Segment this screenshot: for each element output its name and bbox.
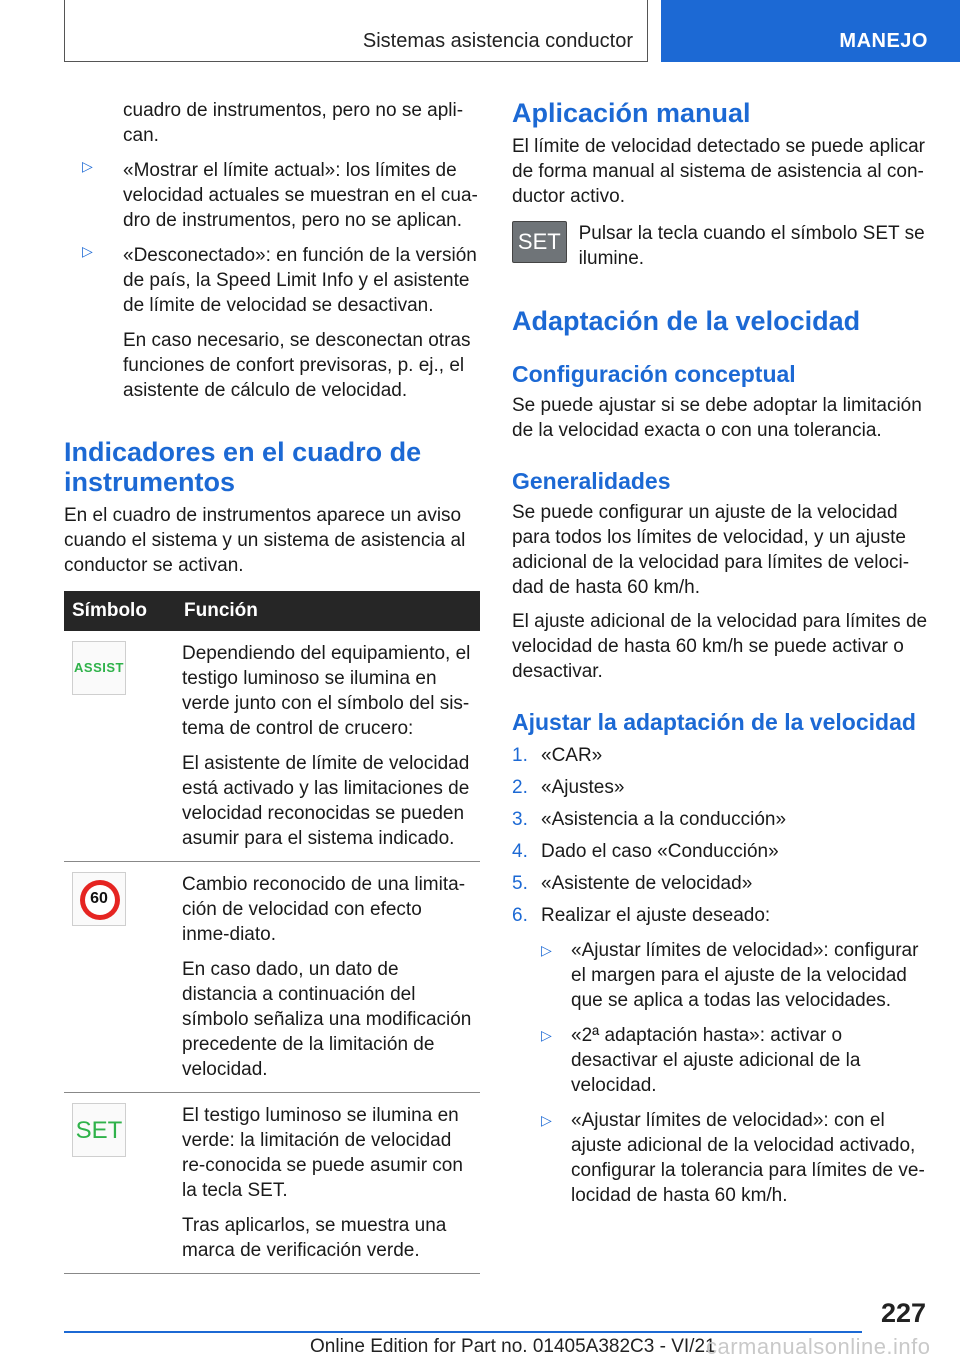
list-item xyxy=(512,903,932,928)
step-text: «Asistencia a la conducción» xyxy=(541,809,787,830)
sub-bullet-text: «Ajustar límites de velocidad»: con el ajuste adicional de la velocidad activado, configurar la tolerancia para límites de ve-locidad de hasta 60 km/h. xyxy=(571,1110,925,1206)
heading-indicadores: Indicadores en el cuadro de instrumentos xyxy=(64,437,422,497)
triangle-bullet-icon: ▷ xyxy=(82,158,93,174)
list-item xyxy=(512,871,932,896)
continued-text: cuadro de instrumentos, pero no se apli-can. xyxy=(123,100,464,146)
general-text: El ajuste adicional de la velocidad para límites de velocidad de hasta 60 km/h se puede activar o desactivar. xyxy=(512,611,928,682)
speed-limit-60-icon xyxy=(72,872,126,926)
assist-indicator-icon xyxy=(72,641,126,695)
step-number: 5. xyxy=(512,873,528,894)
step-number: 2. xyxy=(512,777,528,798)
footer-divider xyxy=(64,1331,862,1333)
assist-icon-label: ASSIST xyxy=(74,660,124,675)
row-text: Tras aplicarlos, se muestra una marca de verificación verde. xyxy=(182,1215,447,1261)
step-text: «CAR» xyxy=(541,745,603,766)
bullet-text: «Mostrar el límite actual»: los límites de velocidad actuales se muestran en el cua-dro de instrumentos, pero no se aplican. xyxy=(123,160,478,231)
chapter-title: MANEJO xyxy=(839,30,928,52)
step-text: Dado el caso «Conducción» xyxy=(541,841,779,862)
symbol-table xyxy=(64,591,480,1274)
list-item xyxy=(64,243,480,318)
list-item xyxy=(512,938,932,1013)
manual-text: El límite de velocidad detectado se puede aplicar de forma manual al sistema de asistencia al con-ductor activo. xyxy=(512,136,925,207)
list-item xyxy=(512,1108,932,1208)
list-item xyxy=(512,807,932,832)
left-column xyxy=(64,98,480,1274)
table-row xyxy=(64,631,480,862)
row-text: El testigo luminoso se ilumina en verde: la limitación de velocidad re-conocida se puede asumir con la tecla SET. xyxy=(182,1105,463,1201)
step-number: 3. xyxy=(512,809,528,830)
indicadores-text: En el cuadro de instrumentos aparece un aviso cuando el sistema y un sistema de asistencia al conductor se activan. xyxy=(64,505,466,576)
step-text: «Asistente de velocidad» xyxy=(541,873,753,894)
list-item xyxy=(512,839,932,864)
col-header-function: Función xyxy=(182,591,480,631)
triangle-bullet-icon: ▷ xyxy=(541,1027,552,1043)
triangle-bullet-icon: ▷ xyxy=(541,942,552,958)
watermark: carmanualsonline.info xyxy=(706,1334,931,1359)
step-number: 4. xyxy=(512,841,528,862)
heading-config: Configuración conceptual xyxy=(512,361,796,387)
header-chapter-tab xyxy=(661,0,960,62)
list-item xyxy=(512,743,932,768)
step-text: «Ajustes» xyxy=(541,777,625,798)
list-item xyxy=(64,158,480,233)
list-item xyxy=(512,1023,932,1098)
sub-bullet-text: «Ajustar límites de velocidad»: configurar el margen para el ajuste de la velocidad que se aplica a todas las velocidades. xyxy=(571,940,919,1011)
steps-list xyxy=(512,743,932,928)
list-item xyxy=(512,775,932,800)
header-section-box xyxy=(64,0,648,62)
heading-ajustar: Ajustar la adaptación de la velocidad xyxy=(512,709,916,735)
sub-bullet-text: «2ª adaptación hasta»: activar o desactivar el ajuste adicional de la velocidad. xyxy=(571,1025,861,1096)
set-indicator-icon xyxy=(72,1103,126,1157)
col-header-symbol: Símbolo xyxy=(64,591,182,631)
page-number: 227 xyxy=(880,1298,926,1328)
step-text: Realizar el ajuste deseado: xyxy=(541,905,771,926)
row-text: En caso dado, un dato de distancia a continuación del símbolo señaliza una modificación precedente de la limitación de velocidad. xyxy=(182,959,472,1080)
table-row xyxy=(64,1093,480,1274)
step-number: 1. xyxy=(512,745,528,766)
set-icon-label: SET xyxy=(75,1117,123,1144)
config-text: Se puede ajustar si se debe adoptar la limitación de la velocidad exacta o con una tolerancia. xyxy=(512,395,922,441)
bullet-text: «Desconectado»: en función de la versión de país, la Speed Limit Info y el asistente de límite de velocidad se desactivan. xyxy=(123,245,477,316)
set-key-row xyxy=(512,221,932,271)
triangle-bullet-icon: ▷ xyxy=(82,243,93,259)
heading-adaptacion: Adaptación de la velocidad xyxy=(512,306,861,336)
speed-limit-value: 60 xyxy=(90,890,108,907)
row-text: Dependiendo del equipamiento, el testigo luminoso se ilumina en verde junto con el símbolo del sis-tema de control de crucero: xyxy=(182,643,471,739)
row-text: El asistente de límite de velocidad está activado y las limitaciones de velocidad reconocidas se pueden asumir para el sistema indicado. xyxy=(182,753,470,849)
heading-manual: Aplicación manual xyxy=(512,98,751,128)
triangle-bullet-icon: ▷ xyxy=(541,1112,552,1128)
row-text: Cambio reconocido de una limita-ción de velocidad con efecto inme-diato. xyxy=(182,874,466,945)
step-number: 6. xyxy=(512,905,528,926)
set-key-text: Pulsar la tecla cuando el símbolo SET se ilumine. xyxy=(578,223,925,269)
general-text: Se puede configurar un ajuste de la velocidad para todos los límites de velocidad, y un ajuste adicional de la velocidad para límites de veloci-dad de hasta 60 km/h. xyxy=(512,502,910,598)
right-column xyxy=(512,98,932,1208)
heading-general: Generalidades xyxy=(512,468,671,494)
table-row xyxy=(64,862,480,1093)
set-key-icon: SET xyxy=(512,221,567,263)
edition-text: Online Edition for Part no. 01405A382C3 - VI/21 xyxy=(310,1336,716,1357)
bullet-extra-text: En caso necesario, se desconectan otras funciones de confort previsoras, p. ej., el asistente de cálculo de velocidad. xyxy=(123,330,471,401)
section-title: Sistemas asistencia conductor xyxy=(362,30,633,52)
